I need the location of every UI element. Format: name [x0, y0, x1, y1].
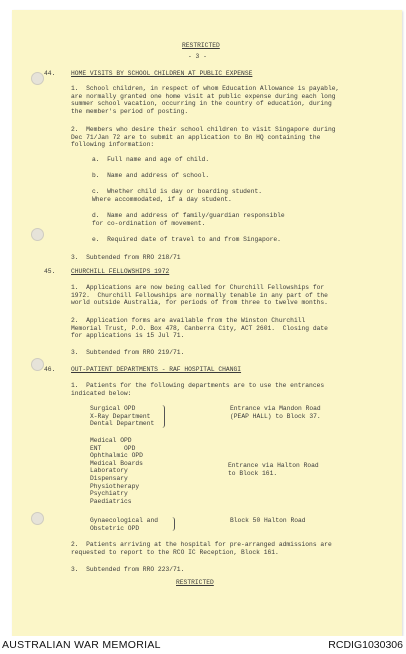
entrance-instruction: (PEAP HALL) to Block 37. [230, 412, 321, 420]
section-title: OUT-PATIENT DEPARTMENTS - RAF HOSPITAL CHANGI [71, 366, 242, 373]
paragraph: 2. Members who desire their school children to visit Singapore during [71, 126, 336, 133]
department-name: Laboratory [90, 467, 128, 475]
bracket [162, 405, 165, 428]
paragraph: 1. School children, in respect of whom Education Allowance is payable, [71, 85, 340, 92]
paragraph: the member's period of posting. [71, 107, 189, 115]
archive-footer [0, 636, 406, 654]
department-name: Paediatrics [90, 497, 132, 505]
paragraph: 3. Subtended from RRO 218/71 [71, 254, 181, 261]
entrance-instruction: Entrance via Mandon Road [230, 405, 321, 412]
archive-id: RCDIG1030306 [328, 639, 403, 651]
paragraph: 1972. Churchill Fellowships are normally tenable in any part of the [71, 291, 328, 299]
section-number: 46. [44, 366, 56, 373]
paragraph: indicated below: [71, 389, 132, 397]
section-title: HOME VISITS BY SCHOOL CHILDREN AT PUBLIC EXPENSE [71, 70, 253, 77]
department-name: Ophthalmic OPD [90, 452, 143, 460]
bracket [172, 517, 175, 531]
punch-hole [31, 512, 44, 525]
list-item: c. Whether child is day or boarding student. [92, 188, 263, 195]
list-item: Where accommodated, if a day student. [92, 195, 232, 203]
section-number: 45. [44, 268, 56, 275]
list-item: d. Name and address of family/guardian responsible [92, 212, 285, 219]
department-name: Gynaecological and [90, 517, 159, 524]
department-name: Physiotherapy [90, 482, 140, 490]
paragraph: 3. Subtended from RRO 223/71. [71, 566, 185, 573]
entrance-instruction: to Block 161. [228, 469, 278, 477]
paragraph: 2. Patients arriving at the hospital for pre-arranged admissions are [71, 541, 332, 548]
department-name: ENT OPD [90, 444, 136, 452]
classification-footer: RESTRICTED [176, 579, 214, 586]
paragraph: are normally granted one home visit at public expense during each long [71, 92, 336, 100]
section-number: 44. [44, 70, 56, 77]
paragraph: Dec 71/Jan 72 are to submit an application to Bn HQ containing the [71, 133, 321, 141]
department-name: Dental Department [90, 420, 155, 428]
punch-hole [31, 228, 44, 241]
department-name: X-Ray Department [90, 412, 151, 420]
archive-name: AUSTRALIAN WAR MEMORIAL [2, 639, 161, 651]
list-item: e. Required date of travel to and from Singapore. [92, 236, 281, 243]
page-number: - 3 - [188, 53, 207, 60]
paragraph: 1. Applications are now being called for Churchill Fellowships for [71, 284, 325, 291]
paragraph: following information: [71, 141, 155, 149]
paragraph: world outside Australia, for periods of from three to twelve months. [71, 299, 328, 307]
paragraph: for applications is 15 Jul 71. [71, 332, 185, 340]
department-name: Dispensary [90, 475, 128, 482]
classification-header: RESTRICTED [182, 42, 220, 49]
paragraph: requested to report to the RCO IC Reception, Block 161. [71, 548, 279, 556]
department-name: Obstetric OPD [90, 524, 140, 532]
paragraph: summer school vacation, occurring in the country of education, during [71, 100, 332, 108]
paragraph: 3. Subtended from RRO 219/71. [71, 349, 185, 356]
list-item: a. Full name and age of child. [92, 156, 210, 163]
punch-hole [31, 72, 44, 85]
department-name: Medical Boards [90, 459, 143, 467]
entrance-instruction: Block 50 Halton Road [230, 517, 306, 524]
list-item: b. Name and address of school. [92, 172, 210, 179]
list-item: for co-ordination of movement. [92, 219, 206, 227]
entrance-instruction: Entrance via Halton Road [228, 462, 319, 469]
paragraph: 1. Patients for the following departments are to use the entrances [71, 382, 325, 389]
department-name: Medical OPD [90, 437, 132, 444]
department-name: Psychiatry [90, 490, 128, 498]
section-title: CHURCHILL FELLOWSHIPS 1972 [71, 268, 170, 275]
punch-hole [31, 358, 44, 371]
department-name: Surgical OPD [90, 405, 136, 412]
paragraph: Memorial Trust, P.O. Box 478, Canberra City, ACT 2601. Closing date [71, 324, 328, 332]
paragraph: 2. Application forms are available from the Winston Churchill [71, 317, 306, 324]
